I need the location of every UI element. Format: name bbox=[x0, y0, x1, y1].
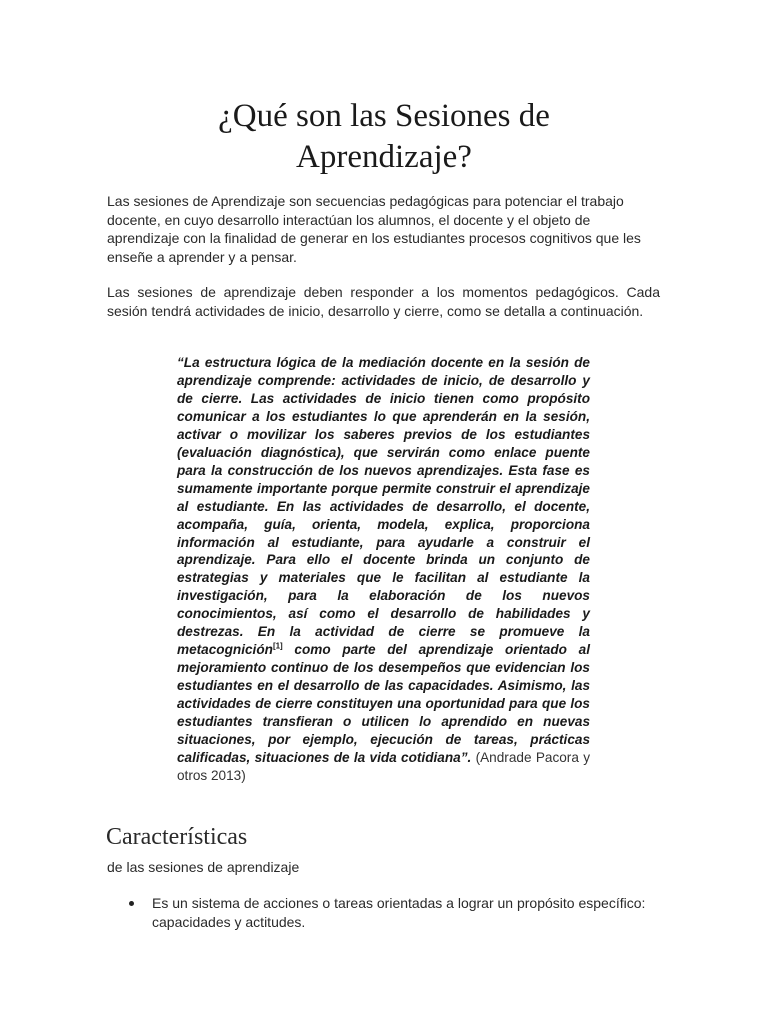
page-title-line-1: ¿Qué son las Sesiones de bbox=[218, 98, 550, 134]
quote-citation: (Andrade Pacora y otros 2013) bbox=[177, 749, 590, 783]
section-subtitle: de las sesiones de aprendizaje bbox=[107, 859, 300, 875]
moments-paragraph: Las sesiones de aprendizaje deben responder a los momentos pedagógicos. Cada sesión tendrá actividades de inicio, desarrollo y cierre, como se detalla a continuación. bbox=[107, 284, 660, 319]
quote-block bbox=[177, 354, 590, 785]
quote-text-part-1: “La estructura lógica de la mediación docente en la sesión de aprendizaje comprende: actividades de inicio, de desarrollo y de cierre. Las actividades de inicio tienen como propósito comunicar a los estudiantes lo que aprenderán en la sesión, activar o movilizar los saberes previos de los estudiantes (evaluación diagnóstica), que servirán como enlace puente para la construcción de los nuevos aprendizajes. Esta fase es sumamente importante porque permite construir el aprendizaje al estudiante. En las actividades de desarrollo, el docente, acompaña, guía, orienta, modela, explica, proporciona información al estudiante, para ayudarle a construir el aprendizaje. Para ello el docente brinda un conjunto de estrategias y materiales que le facilitan al estudiante la investigación, para la elaboración de los nuevos conocimientos, así como el desarrollo de habilidades y destrezas. En la actividad de cierre se promueve la metacognición bbox=[177, 355, 590, 658]
list-item-text: Es un sistema de acciones o tareas orientadas a lograr un propósito específico: capacidades y actitudes. bbox=[152, 895, 646, 930]
page-title-line-2: Aprendizaje? bbox=[296, 139, 472, 175]
page-title bbox=[0, 96, 768, 178]
footnote-link[interactable]: [1] bbox=[272, 641, 283, 651]
quote-text-part-2: como parte del aprendizaje orientado al mejoramiento continuo de los desempeños que evidencian los estudiantes en el desarrollo de las capacidades. Asimismo, las actividades de cierre constituyen una oportunidad para que los estudiantes transfieran o utilicen lo aprendido en nuevas situaciones, por ejemplo, ejecución de tareas, prácticas calificadas, situaciones de la vida cotidiana”. bbox=[177, 642, 590, 765]
section-heading: Características bbox=[106, 824, 248, 850]
intro-paragraph: Las sesiones de Aprendizaje son secuencias pedagógicas para potenciar el trabajo docente, en cuyo desarrollo interactúan los alumnos, el docente y el objeto de aprendizaje con la finalidad de generar en los estudiantes procesos cognitivos que les enseñe a aprender y a pensar. bbox=[107, 193, 641, 265]
bullet-list bbox=[107, 894, 660, 932]
bullet-icon bbox=[129, 901, 134, 906]
list-item bbox=[107, 894, 660, 932]
